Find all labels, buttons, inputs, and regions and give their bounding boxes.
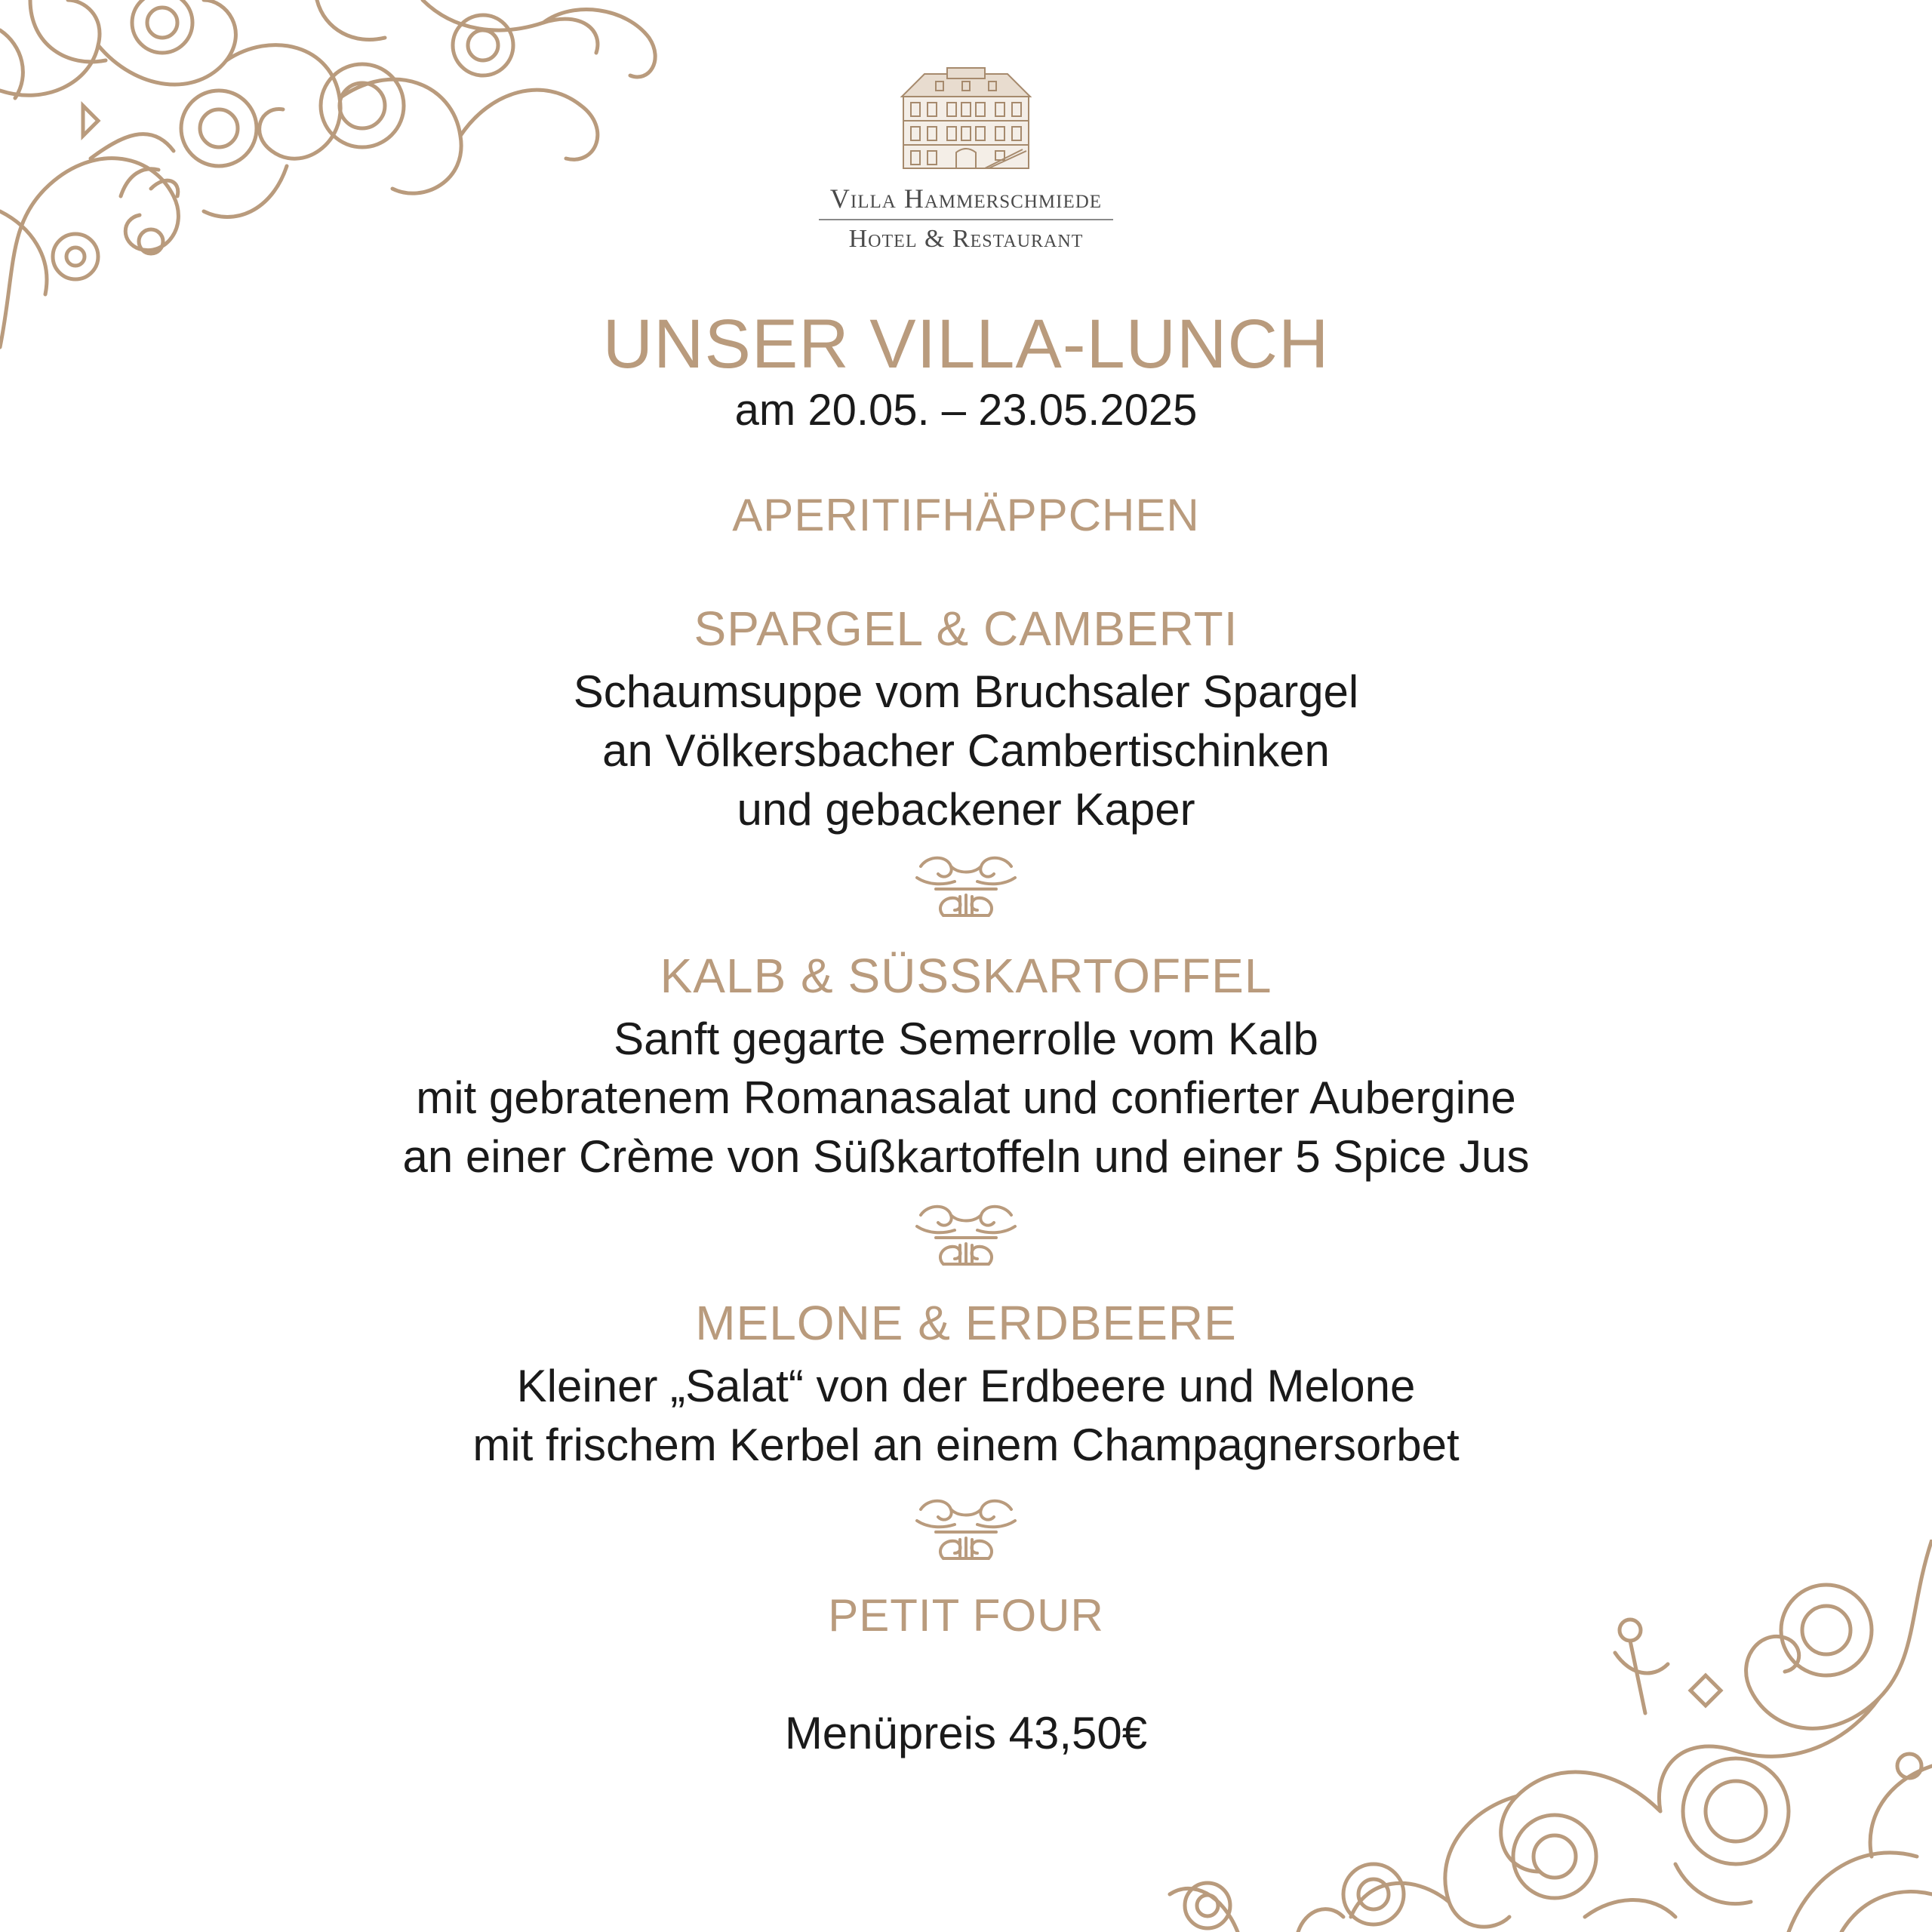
course-description-1 xyxy=(0,663,1932,839)
scroll-ornament-icon xyxy=(913,1494,1019,1562)
course-heading-2: KALB & SÜSSKARTOFFEL xyxy=(660,949,1272,1003)
course-1-line-3: und gebackener Kaper xyxy=(737,784,1195,835)
menu-dates: am 20.05. – 23.05.2025 xyxy=(734,386,1198,435)
course-1-line-2: an Völkersbacher Cambertischinken xyxy=(602,725,1330,776)
course-3-line-2: mit frischem Kerbel an einem Champagnersorbet xyxy=(472,1420,1460,1470)
scroll-ornament-icon xyxy=(913,1200,1019,1268)
villa-building-icon xyxy=(894,66,1038,172)
course-1-line-1: Schaumsuppe vom Bruchsaler Spargel xyxy=(573,666,1359,717)
course-2-line-1: Sanft gegarte Semerrolle vom Kalb xyxy=(614,1014,1318,1064)
course-heading-1: SPARGEL & CAMBERTI xyxy=(694,601,1238,656)
course-description-2 xyxy=(0,1010,1932,1186)
course-3-line-1: Kleiner „Salat“ von der Erdbeere und Melone xyxy=(516,1361,1416,1411)
menu-title: UNSER VILLA-LUNCH xyxy=(602,306,1330,383)
course-description-3 xyxy=(0,1357,1932,1475)
scroll-ornament-icon xyxy=(913,851,1019,919)
course-2-line-3: an einer Crème von Süßkartoffeln und einer 5 Spice Jus xyxy=(402,1131,1530,1182)
menu-price: Menüpreis 43,50€ xyxy=(784,1708,1148,1758)
brand-divider xyxy=(819,219,1113,220)
aperitif-heading: APERITIFHÄPPCHEN xyxy=(732,490,1200,540)
brand-name: Villa Hammerschmiede xyxy=(829,183,1103,214)
course-heading-3: MELONE & ERDBEERE xyxy=(695,1296,1237,1350)
brand-logo xyxy=(0,66,1932,254)
petit-four-heading: PETIT FOUR xyxy=(828,1590,1104,1641)
brand-subtitle: Hotel & Restaurant xyxy=(848,225,1084,253)
course-2-line-2: mit gebratenem Romanasalat und confierter Aubergine xyxy=(416,1072,1516,1123)
